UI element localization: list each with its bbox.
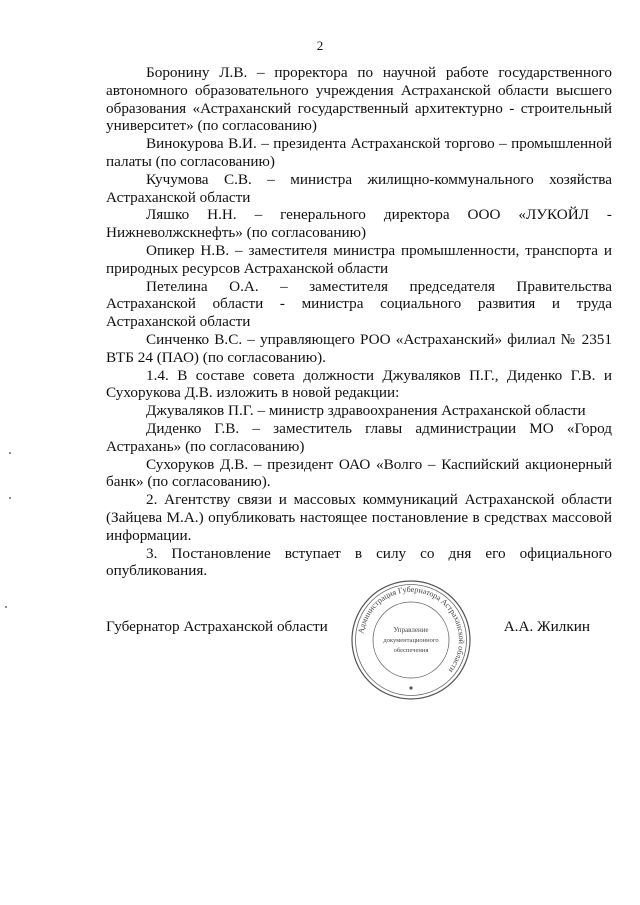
page-number: 2	[316, 38, 324, 53]
seal-center-line2: документационного	[383, 637, 439, 644]
paragraph-dzhuvalyakov: Джуваляков П.Г. – министр здравоохранения Астраханской области	[146, 402, 586, 420]
seal-ring-text: Администрация Губернатора Астраханской области	[356, 584, 467, 675]
paragraph-item-2: 2. Агентству связи и массовых коммуникаций Астраханской области (Зайцева М.А.) опубликовать настоящее постановление в средствах массовой информации.	[106, 491, 612, 544]
seal-graphic	[349, 579, 473, 701]
official-seal	[349, 579, 473, 701]
paragraph-vinokurov: Винокурова В.И. – президента Астраханской торгово – промышленной палаты (по согласованию)	[106, 135, 612, 170]
paragraph-lyashko: Ляшко Н.Н. – генерального директора ООО «ЛУКОЙЛ - Нижневолжскнефть» (по согласованию)	[106, 206, 612, 242]
paragraph-opiker: Опикер Н.В. – заместителя министра промышленности, транспорта и природных ресурсов Астраханской области	[106, 241, 612, 277]
paragraph-sinchenko: Синченко В.С. – управляющего РОО «Астраханский» филиал № 2351 ВТБ 24 (ПАО) (по согласованию).	[106, 330, 612, 366]
signatory-position: Губернатор Астраханской области	[106, 618, 328, 635]
document-body	[106, 64, 612, 580]
paragraph-item-3: 3. Постановление вступает в силу со дня его официального опубликования.	[106, 544, 612, 580]
paragraph-kuchumov: Кучумова С.В. – министра жилищно-коммунального хозяйства Астраханской области	[106, 170, 612, 206]
signatory-name: А.А. Жилкин	[503, 618, 590, 635]
paragraph-item-1-4: 1.4. В составе совета должности Джуваляков П.Г., Диденко Г.В. и Сухорукова Д.В. изложить в новой редакции:	[106, 366, 612, 402]
paragraph-boronina: Боронину Л.В. – проректора по научной работе государственного автономного образовательного учреждения Астраханской области высшего образования «Астраханский государственный архитектурно - строительный университет» (по согласованию)	[106, 64, 612, 135]
paragraph-didenko: Диденко Г.В. – заместитель главы администрации МО «Город Астрахань» (по согласованию)	[106, 419, 612, 455]
scan-speck	[5, 606, 7, 608]
paragraph-petelina: Петелина О.А. – заместителя председателя Правительства Астраханской области - министра социального развития и труда Астраханской области	[106, 277, 612, 331]
paragraph-sukhorukov: Сухоруков Д.В. – президент ОАО «Волго – Каспийский акционерный банк» (по согласованию).	[106, 455, 612, 491]
seal-center-line3: обеспечения	[393, 647, 429, 654]
scan-speck	[9, 497, 11, 499]
scan-speck	[9, 452, 11, 454]
seal-center-line1: Управление	[393, 626, 429, 634]
